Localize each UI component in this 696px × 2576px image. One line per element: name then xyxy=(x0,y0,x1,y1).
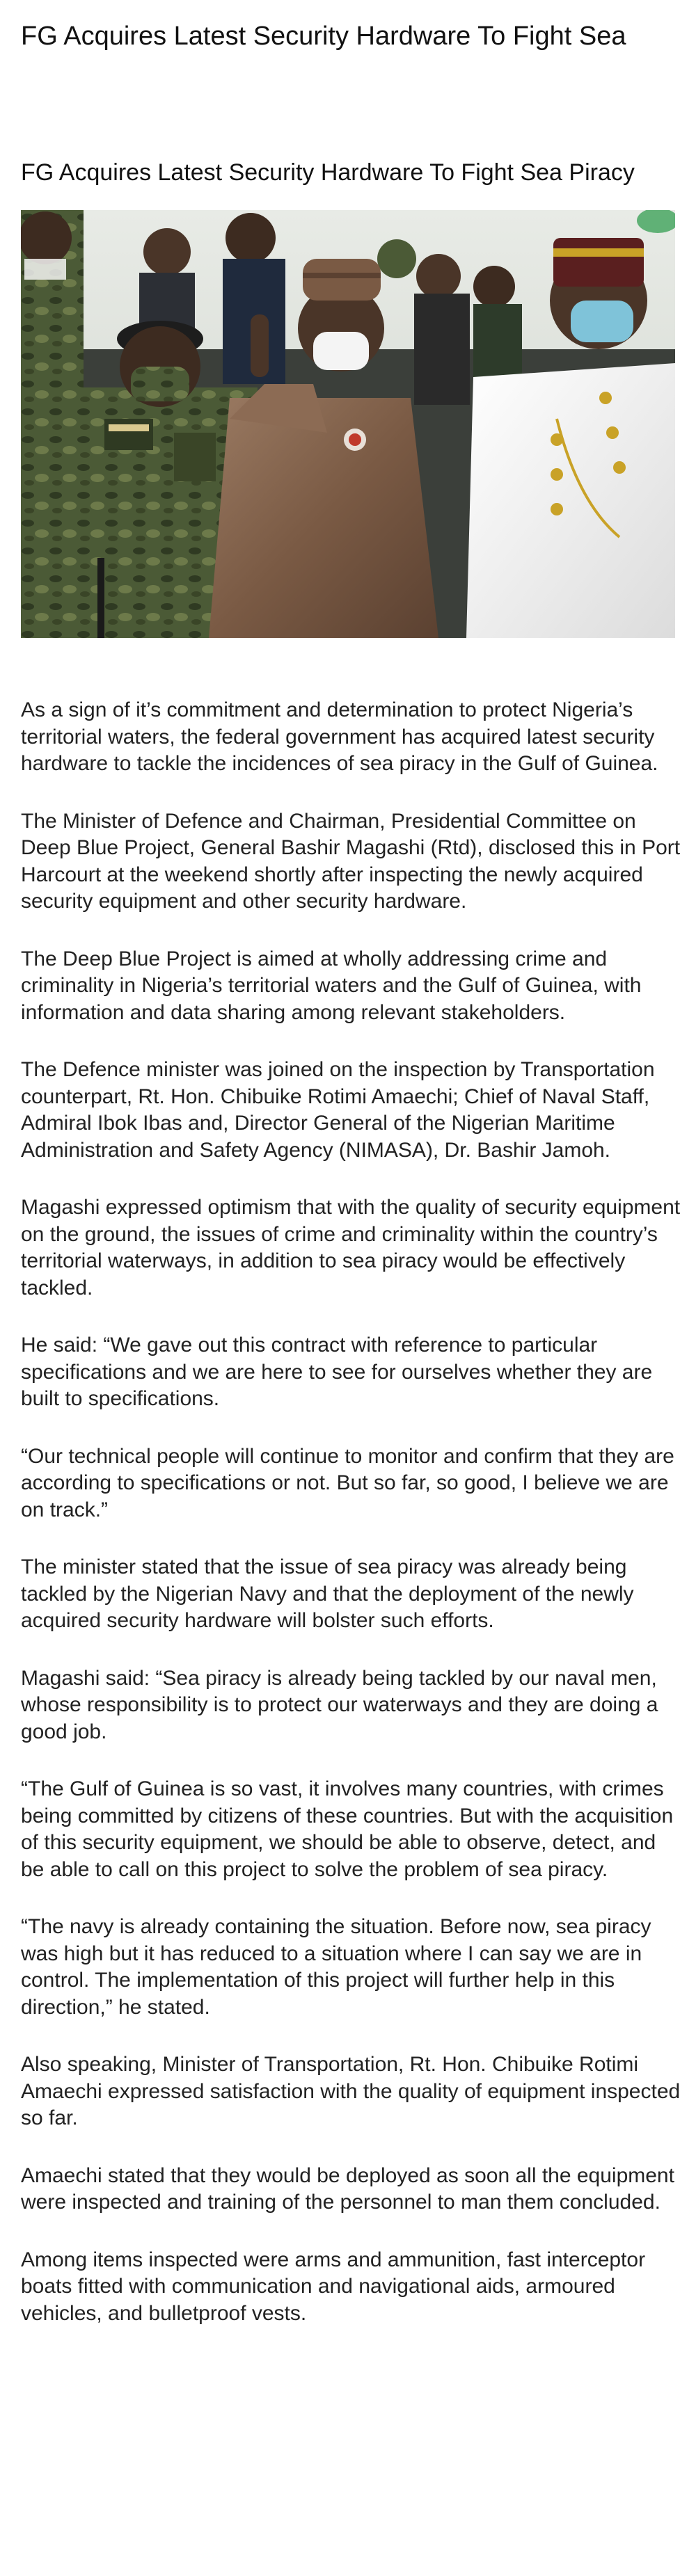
article-paragraph: Magashi said: “Sea piracy is already being tackled by our naval men, whose responsibility is to protect our waterways and they are doing a good job. xyxy=(21,1666,658,1743)
article-paragraph: Magashi expressed optimism that with the quality of security equipment on the ground, the issues of crime and criminality within the country’s territorial waterways, in addition to sea piracy would be effectively tackled. xyxy=(21,1196,681,1299)
article-paragraph: Also speaking, Minister of Transportation, Rt. Hon. Chibuike Rotimi Amaechi expressed satisfaction with the quality of equipment inspected so far. xyxy=(21,2053,681,2129)
article-paragraph: The Defence minister was joined on the inspection by Transportation counterpart, Rt. Hon. Chibuike Rotimi Amaechi; Chief of Naval Staff, Admiral Ibok Ibas and, Director General of the Nigerian Maritime Administration and Safety Agency (NIMASA), Dr. Bashir Jamoh. xyxy=(21,1058,655,1162)
article-photo xyxy=(21,210,675,638)
article-paragraph: The Minister of Defence and Chairman, Presidential Committee on Deep Blue Project, General Bashir Magashi (Rtd), disclosed this in Port Harcourt at the weekend shortly after inspecting the newly acquired security equipment and other security hardware. xyxy=(21,809,681,913)
page-title: FG Acquires Latest Security Hardware To Fight Sea xyxy=(21,22,626,51)
article-paragraph: As a sign of it’s commitment and determination to protect Nigeria’s territorial waters, the federal government has acquired latest security hardware to tackle the incidences of sea piracy in the Gulf of Guinea. xyxy=(21,698,658,775)
article-paragraph: Among items inspected were arms and ammunition, fast interceptor boats fitted with communication and navigational aids, armoured vehicles, and bulletproof vests. xyxy=(21,2248,646,2325)
article-paragraph: The minister stated that the issue of sea piracy was already being tackled by the Nigerian Navy and that the deployment of the newly acquired security hardware will bolster such efforts. xyxy=(21,1555,634,1632)
article-paragraph: He said: “We gave out this contract with reference to particular specifications and we are here to see for ourselves whether they are built to specifications. xyxy=(21,1334,653,1410)
article-body xyxy=(21,697,681,2327)
article-title: FG Acquires Latest Security Hardware To Fight Sea Piracy xyxy=(21,159,635,186)
article-paragraph: Amaechi stated that they would be deployed as soon all the equipment were inspected and training of the personnel to man them concluded. xyxy=(21,2163,674,2214)
article-paragraph: “The Gulf of Guinea is so vast, it involves many countries, with crimes being committed by citizens of these countries. But with the acquisition of this security equipment, we should be able to observe, detect, and be able to call on this project to solve the problem of sea piracy. xyxy=(21,1777,674,1881)
article-paragraph: “Our technical people will continue to monitor and confirm that they are according to specifications or not. But so far, so good, I believe we are on track.” xyxy=(21,1444,674,1521)
article-paragraph: “The navy is already containing the situation. Before now, sea piracy was high but it has reduced to a situation where I can say we are in control. The implementation of this project will further help in this direction,” he stated. xyxy=(21,1915,651,2019)
article-paragraph: The Deep Blue Project is aimed at wholly addressing crime and criminality in Nigeria’s territorial waters and the Gulf of Guinea, with information and data sharing among relevant stakeholders. xyxy=(21,947,642,1024)
